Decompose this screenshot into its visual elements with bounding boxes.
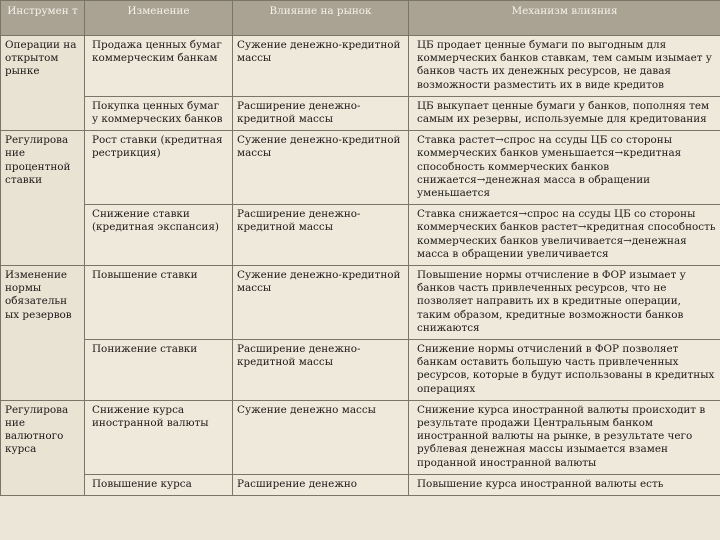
effect-cell: Сужение денежно-кредитной массы [233,36,409,97]
header-instrument: Инструмен т [1,1,85,36]
change-cell: Продажа ценных бумаг коммерческим банкам [85,36,233,97]
mechanism-cell: Снижение нормы отчислений в ФОР позволяет банкам оставить большую часть привлеченных ресурсов, которые в будут использованы в кредитных операциях [409,340,720,401]
table-row [1,205,720,266]
effect-cell: Расширение денежно [233,474,409,495]
change-cell: Повышение курса [85,474,233,495]
mechanism-cell: ЦБ выкупает ценные бумаги у банков, пополняя тем самым их резервы, используемые для кредитования [409,96,720,130]
mechanism-cell: Снижение курса иностранной валюты происходит в результате продажи Центральным банком иностранной валюты на рынке, в результате чего рублевая денежная массы изымается взамен проданной иностранной валюты [409,400,720,474]
instrument-cell: Операции на открытом рынке [1,36,85,131]
effect-cell: Расширение денежно-кредитной массы [233,340,409,401]
effect-cell: Сужение денежно массы [233,400,409,474]
table-row [1,96,720,130]
instrument-cell: Регулирова ние процентной ставки [1,131,85,266]
change-cell: Снижение ставки (кредитная экспансия) [85,205,233,266]
effect-cell: Сужение денежно-кредитной массы [233,131,409,205]
instrument-cell: Изменение нормы обязательн ых резервов [1,266,85,401]
mechanism-cell: Ставка растет→спрос на ссуды ЦБ со стороны коммерческих банков уменьшается→кредитная способность коммерческих банков снижается→денежная масса в обращении уменьшается [409,131,720,205]
table-row [1,36,720,97]
mechanism-cell: Ставка снижается→спрос на ссуды ЦБ со стороны коммерческих банков растет→кредитная способность коммерческих банков увеличивается→денежная масса в обращении увеличивается [409,205,720,266]
table-row [1,400,720,474]
mechanism-cell: Повышение курса иностранной валюты есть [409,474,720,495]
table-row [1,266,720,340]
effect-cell: Сужение денежно-кредитной массы [233,266,409,340]
header-change: Изменение [85,1,233,36]
change-cell: Покупка ценных бумаг у коммерческих банков [85,96,233,130]
change-cell: Понижение ставки [85,340,233,401]
header-market-effect: Влияние на рынок [233,1,409,36]
table-row [1,474,720,495]
change-cell: Снижение курса иностранной валюты [85,400,233,474]
change-cell: Повышение ставки [85,266,233,340]
header-mechanism: Механизм влияния [409,1,720,36]
mechanism-cell: Повышение нормы отчисление в ФОР изымает у банков часть привлеченных ресурсов, что не позволяет направить их в кредитные операции, таким образом, кредитные возможности банков снижаются [409,266,720,340]
header-row [1,1,720,36]
instrument-cell: Регулирова ние валютного курса [1,400,85,495]
mechanism-cell: ЦБ продает ценные бумаги по выгодным для коммерческих банков ставкам, тем самым изымает у банков часть их денежных ресурсов, не давая возможности разместить их в виде кредитов [409,36,720,97]
effect-cell: Расширение денежно-кредитной массы [233,96,409,130]
change-cell: Рост ставки (кредитная рестрикция) [85,131,233,205]
effect-cell: Расширение денежно-кредитной массы [233,205,409,266]
table-row [1,131,720,205]
table-row [1,340,720,401]
